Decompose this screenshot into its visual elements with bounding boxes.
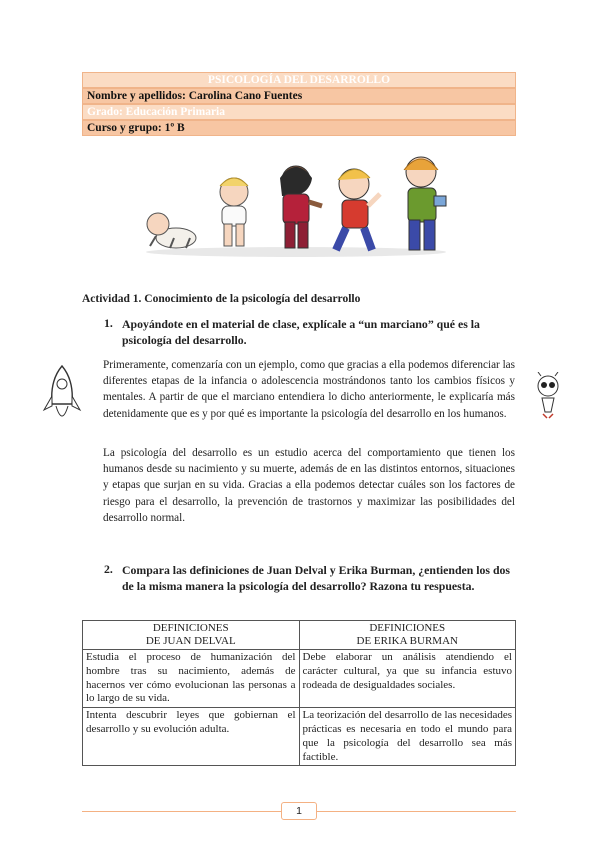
student-name: Nombre y apellidos: Carolina Cano Fuentes (82, 88, 516, 104)
header-line: DEFINICIONES (152, 622, 229, 634)
table-cell: Estudia el proceso de humanización del hombre tras su nacimiento, además de hacernos ver cómo evolucionan las personas a lo largo de su vida. (83, 650, 300, 708)
question-2-text: Compara las definiciones de Juan Delval y Erika Burman, ¿entienden los dos de la misma manera la psicología del desarrollo? Razona tu respuesta. (122, 563, 511, 593)
question-1-answer-paragraph-2: La psicología del desarrollo es un estudio acerca del comportamiento que tienen los humanos desde su nacimiento y su muerte, además de en las distintos entornos, situaciones y etapas que surjan en su vida. Gracias a ella podemos detectar cuáles son los factores de riesgo para el desarrollo, la prevención de trastornos y maximizar las posibilidades del desarrollo normal. (103, 447, 515, 524)
girl-figure (280, 166, 322, 248)
header-juan-delval (83, 621, 300, 650)
footer-line-left (82, 811, 281, 812)
table-cell: La teorización del desarrollo de las necesidades prácticas es necesaria en todo el mundo para que la psicología del desarrollo sea más factible. (299, 708, 516, 766)
definitions-table (82, 620, 516, 766)
toddler-figure (220, 178, 248, 246)
grade: Grado: Educación Primaria (82, 104, 516, 120)
activity-title: Actividad 1. Conocimiento de la psicología del desarrollo (82, 293, 361, 305)
crawling-baby-figure (147, 213, 196, 248)
rocket-icon (42, 362, 82, 432)
older-boy-figure (404, 157, 446, 250)
table-row (83, 708, 516, 766)
course-title: PSICOLOGÍA DEL DESARROLLO (82, 72, 516, 88)
table-cell: Debe elaborar un análisis atendiendo el carácter cultural, ya que su infancia estuvo rodeada de desigualdades sociales. (299, 650, 516, 708)
child-development-illustration (136, 150, 461, 260)
martian-icon (533, 372, 563, 420)
header-erika-burman (299, 621, 516, 650)
header-line: DE JUAN DELVAL (145, 635, 236, 647)
footer-line-right (317, 811, 516, 812)
table-cell: Intenta descubrir leyes que gobiernan el desarrollo y su evolución adulta. (83, 708, 300, 766)
question-2-number: 2. (104, 562, 113, 576)
question-1-text: Apoyándote en el material de clase, explícale a “un marciano” qué es la psicología del desarrollo. (122, 317, 480, 347)
table-row (83, 650, 516, 708)
table-header-row (83, 621, 516, 650)
header-line: DEFINICIONES (369, 622, 446, 634)
course-group: Curso y grupo: 1º B (82, 120, 516, 136)
question-1-number: 1. (104, 316, 113, 330)
question-1-answer-paragraph-1: Primeramente, comenzaría con un ejemplo, como que gracias a ella podemos diferenciar las diferentes etapas de la infancia o adolescencia mostrándonos tanto los cambios físicos y mentales. A partir de que el marciano entendiera lo dicho anteriormente, le explicaría más detenidamente que es y por qué es importante la psicología del desarrollo en los humanos. (103, 359, 515, 420)
page-number: 1 (281, 802, 317, 820)
boy-walking-figure (336, 169, 380, 250)
header-line: DE ERIKA BURMAN (356, 635, 458, 647)
